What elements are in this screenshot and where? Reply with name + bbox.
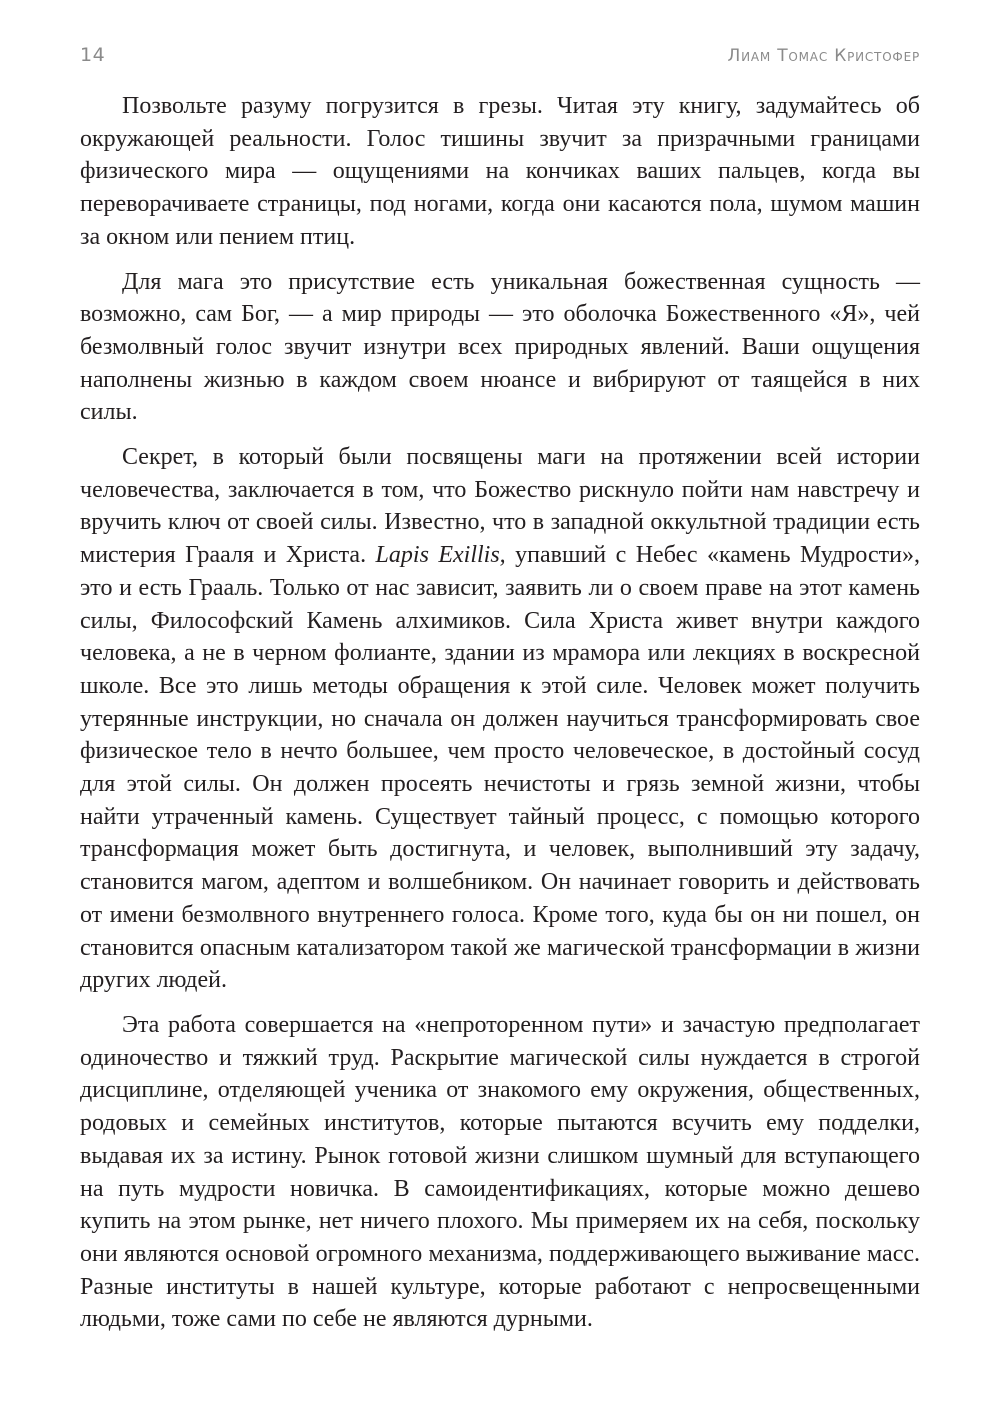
paragraph-3	[80, 441, 920, 997]
latin-term: Lapis Exillis,	[375, 542, 506, 569]
paragraph-4: Эта работа совершается на «непроторенном пути» и зачастую предполагает одиночество и тяжкий труд. Раскрытие магической силы нуждается в строгой дисциплине, отделяющей ученика от знакомого ему окружения, общественных, родовых и семейных институтов, которые пытаются всучить ему подделки, выдавая их за истину. Рынок готовой жизни слишком шумный для вступающего на путь мудрости новичка. В самоидентификациях, которые можно дешево купить на этом рынке, нет ничего плохого. Мы примеряем их на себя, поскольку они являются основой огромного механизма, поддерживающего выживание масс. Разные институты в нашей культуре, которые работают с непросвещенными людьми, тоже сами по себе не являются дурными.	[80, 1011, 920, 1333]
paragraph-2: Для мага это присутствие есть уникальная божественная сущность — возможно, сам Бог, — а мир природы — это оболочка Божественного «Я», чей безмолвный голос звучит изнутри всех природных явлений. Ваши ощущения наполнены жизнью в каждом своем нюансе и вибрируют от таящейся в них силы.	[80, 268, 920, 426]
running-header	[80, 44, 920, 74]
paragraph-3-part-1: Секрет, в который были посвящены маги на протяжении всей истории человечества, заключается в том, что Божество рискнуло пойти нам навстречу и вручить ключ от своей силы. Известно, что в западной оккультной традиции есть мистерия Грааля и Христа.	[80, 444, 920, 569]
running-title: Лиам Томас Кристофер	[727, 46, 920, 66]
paragraph-3-part-2: упавший с Небес «камень Мудрости», это и есть Грааль. Только от нас зависит, заявить ли о своем праве на этот камень силы, Философский Камень алхимиков. Сила Христа живет внутри каждого человека, а не в черном фолианте, здании из мрамора или лекциях в воскресной школе. Все это лишь методы обращения к этой силе. Человек может получить утерянные инструкции, но сначала он должен научиться трансформировать свое физическое тело в нечто большее, чем просто человеческое, в достойный сосуд для этой силы. Он должен просеять нечистоты и грязь земной жизни, чтобы найти утраченный камень. Существует тайный процесс, с помощью которого трансформация может быть достигнута, и человек, выполнивший эту задачу, становится магом, адептом и волшебником. Он начинает говорить и действовать от имени безмолвного внутреннего голоса. Кроме того, куда бы он ни пошел, он становится опасным катализатором такой же магической трансформации в жизни других людей.	[80, 542, 921, 994]
paragraph-1: Позвольте разуму погрузится в грезы. Читая эту книгу, задумайтесь об окружающей реальности. Голос тишины звучит за призрачными границами физического мира — ощущениями на кончиках ваших пальцев, когда вы переворачиваете страницы, под ногами, когда они касаются пола, шумом машин за окном или пением птиц.	[80, 93, 920, 250]
page-number: 14	[80, 44, 106, 66]
body-text	[80, 90, 920, 1348]
